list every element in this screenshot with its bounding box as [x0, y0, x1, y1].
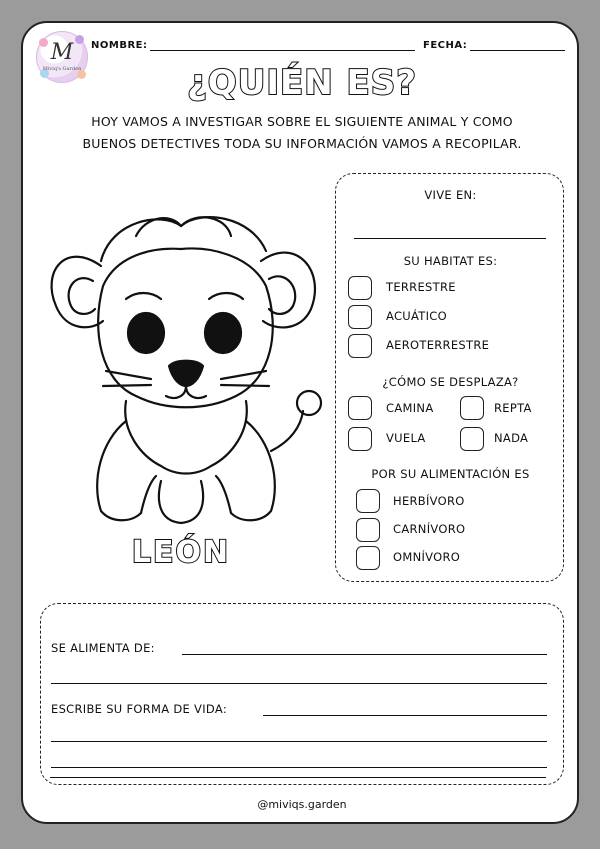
lion-illustration [31, 191, 331, 531]
name-line[interactable] [150, 50, 415, 51]
lives-in-label: VIVE EN: [424, 188, 477, 202]
info-box [335, 173, 564, 582]
name-label: NOMBRE: [91, 40, 148, 51]
feeds-line-1[interactable] [182, 654, 547, 655]
checkbox-herbivoro[interactable] [356, 489, 380, 513]
checkbox-nada[interactable] [460, 427, 484, 451]
option-camina: CAMINA [386, 401, 434, 415]
lives-in-line[interactable] [354, 238, 546, 239]
intro-line-1: HOY VAMOS A INVESTIGAR SOBRE EL SIGUIENTE ANIMAL Y COMO [91, 114, 513, 129]
logo-letter: M [50, 40, 74, 65]
date-label: FECHA: [423, 40, 468, 51]
animal-name: LEÓN [131, 535, 231, 570]
feeds-label: SE ALIMENTA DE: [51, 641, 155, 655]
movement-label: ¿CÓMO SE DESPLAZA? [382, 375, 519, 389]
option-vuela: VUELA [386, 431, 426, 445]
option-repta: REPTA [494, 401, 532, 415]
option-herbivoro: HERBÍVORO [393, 494, 465, 508]
date-line[interactable] [470, 50, 565, 51]
lifestyle-line-last[interactable] [50, 777, 546, 778]
checkbox-terrestre[interactable] [348, 276, 372, 300]
checkbox-omnivoro[interactable] [356, 546, 380, 570]
checkbox-acuatico[interactable] [348, 305, 372, 329]
intro-text [43, 111, 561, 155]
logo-text: Miviq's Garden [42, 66, 82, 72]
option-nada: NADA [494, 431, 529, 445]
lifestyle-label: ESCRIBE SU FORMA DE VIDA: [51, 702, 227, 716]
option-aeroterrestre: AEROTERRESTRE [386, 338, 490, 352]
option-omnivoro: OMNÍVORO [393, 550, 461, 564]
option-terrestre: TERRESTRE [386, 280, 456, 294]
footer-handle: @miviqs.garden [257, 798, 347, 811]
checkbox-aeroterrestre[interactable] [348, 334, 372, 358]
lifestyle-line-2[interactable] [51, 741, 547, 742]
intro-line-2: BUENOS DETECTIVES TODA SU INFORMACIÓN VAMOS A RECOPILAR. [82, 136, 522, 151]
feeds-line-2[interactable] [51, 683, 547, 684]
worksheet [21, 21, 579, 824]
lifestyle-line-1[interactable] [263, 715, 547, 716]
lifestyle-line-3[interactable] [51, 767, 547, 768]
checkbox-camina[interactable] [348, 396, 372, 420]
checkbox-repta[interactable] [460, 396, 484, 420]
option-acuatico: ACUÁTICO [386, 309, 447, 323]
habitat-label: SU HABITAT ES: [403, 254, 498, 268]
writing-box [40, 603, 564, 785]
diet-label: POR SU ALIMENTACIÓN ES [371, 467, 530, 481]
page-title: ¿QUIÉN ES? [187, 63, 417, 103]
option-carnivoro: CARNÍVORO [393, 522, 466, 536]
checkbox-vuela[interactable] [348, 427, 372, 451]
checkbox-carnivoro[interactable] [356, 518, 380, 542]
